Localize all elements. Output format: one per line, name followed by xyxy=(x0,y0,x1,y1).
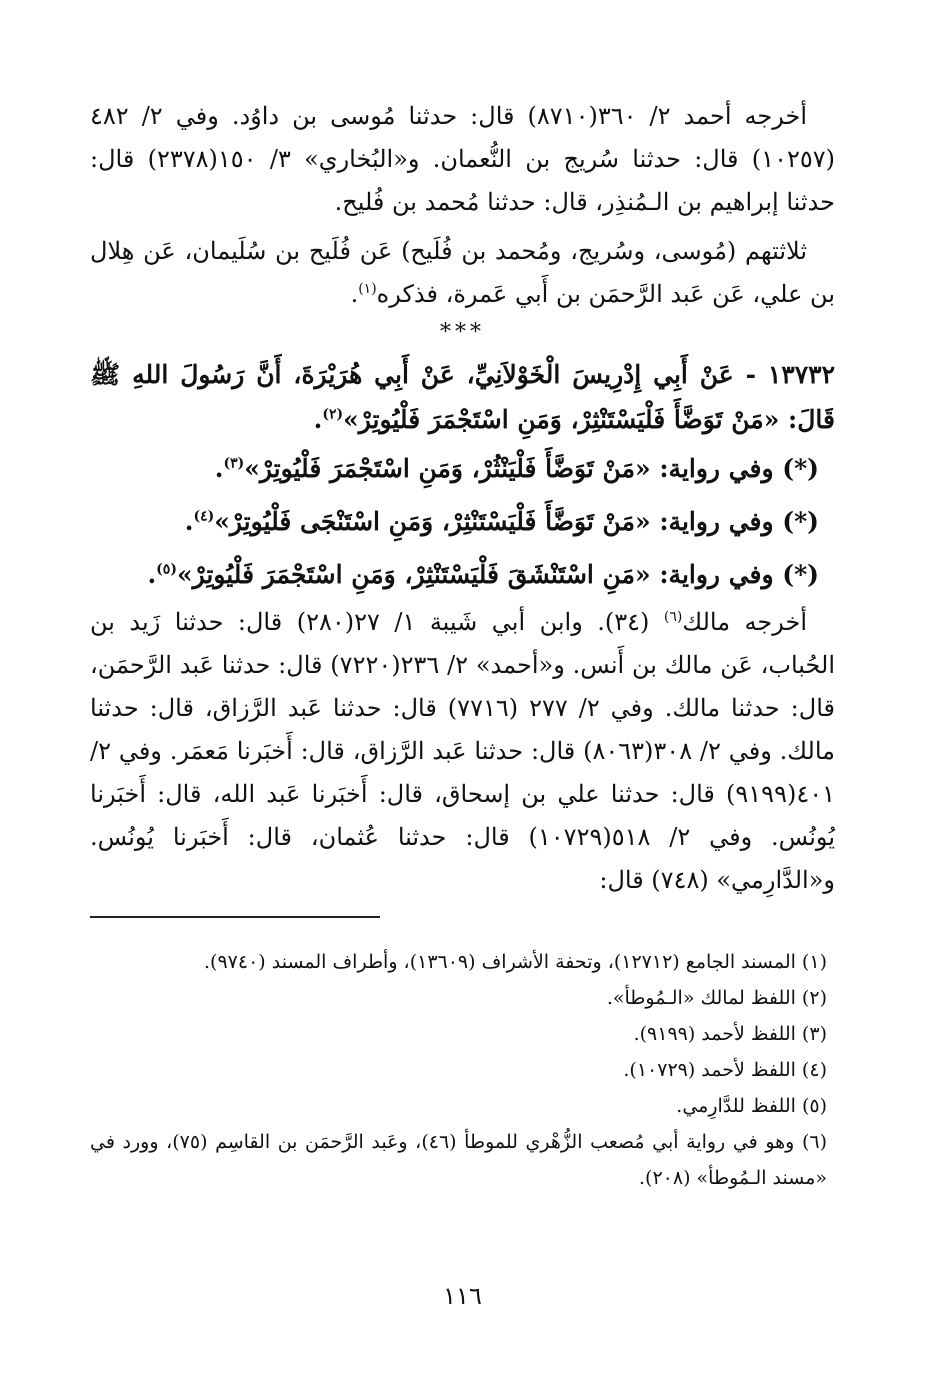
footnote-2: (٢) اللفظ لمالك «الـمُوطأ». xyxy=(606,987,827,1009)
footnote-ref-4: (٤) xyxy=(193,508,215,525)
hadith-body: ١٣٧٣٢ - عَنْ أَبِي إِدْرِيسَ الْخَوْلاَنِيِّ، عَنْ أَبِي هُرَيْرَةَ، أَنَّ رَسُولَ اللهِ ﷺ قَالَ: «مَنْ تَوَضَّأَ فَلْيَسْتَنْثِرْ، وَمَنِ اسْتَجْمَرَ فَلْيُوتِرْ» xyxy=(90,360,835,434)
takhrij-paragraph-2 xyxy=(90,230,835,316)
footnote-ref-2: (٢) xyxy=(322,406,344,423)
footnote-1: (١) المسند الجامع (١٢٧١٢)، وتحفة الأشراف (١٣٦٠٩)، وأطراف المسند (٩٧٤٠). xyxy=(204,951,827,973)
takhrij-text-2: ثلاثتهم (مُوسى، وسُريج، ومُحمد بن فُلَيح) عَن فُلَيح بن سُلَيمان، عَن هِلال بن علي، عَن عَبد الرَّحمَن بن أَبي عَمرة، فذكره xyxy=(90,237,835,308)
end-punct: . xyxy=(350,280,359,308)
section-separator: *** xyxy=(440,320,485,345)
variant-2: (*) وفي رواية: «مَنْ تَوَضَّأَ فَلْيَسْتَنْثِرْ، وَمَنِ اسْتَنْجَى فَلْيُوتِرْ»$^{(٤)}$. xyxy=(184,507,819,536)
footnote-ref-3: (٣) xyxy=(223,455,245,472)
footnote-ref-5: (٥) xyxy=(156,561,177,578)
footnote-divider xyxy=(90,916,380,918)
variant-3-text: «مَنِ اسْتَنْشَقَ فَلْيَسْتَنْثِرْ، وَمَنِ اسْتَجْمَرَ فَلْيُوتِرْ» xyxy=(176,560,651,589)
footnote-ref-6: (٦) xyxy=(663,609,683,625)
takhrij-3-part1: أخرجه مالك xyxy=(682,608,807,636)
footnote-3: (٣) اللفظ لأحمد (٩١٩٩). xyxy=(633,1023,827,1045)
variant-3-prefix: (*) وفي رواية: xyxy=(650,560,819,589)
takhrij-paragraph-1 xyxy=(90,95,835,224)
book-page xyxy=(90,95,835,1365)
takhrij-3-part2: (٣٤). وابن أبي شَيبة ١/ ٢٧(٢٨٠) قال: حدثنا زَيد بن الحُباب، عَن مالك بن أَنس. و«أحمد» ٢/ ٢٣٦(٧٢٢٠) قال: حدثنا عَبد الرَّحمَن، قال: حدثنا مالك. وفي ٢/ ٢٧٧ (٧٧١٦) قال: حدثنا عَبد الرَّزاق، قال: حدثنا مالك. وفي ٢/ ٣٠٨(٨٠٦٣) قال: حدثنا عَبد الرَّزاق، قال: أَخبَرنا مَعمَر. وفي ٢/ ٤٠١(٩١٩٩) قال: حدثنا علي بن إسحاق، قال: أَخبَرنا عَبد الله، قال: أَخبَرنا يُونُس. وفي ٢/ ٥١٨(١٠٧٢٩) قال: حدثنا عُثمان، قال: أَخبَرنا يُونُس. و«الدَّارِمي» (٧٤٨) قال: xyxy=(90,608,836,894)
footnote-divider-wrap xyxy=(90,916,835,918)
variant-2-text: «مَنْ تَوَضَّأَ فَلْيَسْتَنْثِرْ، وَمَنِ اسْتَنْجَى فَلْيُوتِرْ» xyxy=(214,507,651,536)
takhrij-text-1: أخرجه أحمد ٢/ ٣٦٠(٨٧١٠) قال: حدثنا مُوسى بن داوُد. وفي ٢/ ٤٨٢ (١٠٢٥٧) قال: حدثنا سُريج بن النُّعمان. و«البُخاري» ٣/ ١٥٠(٢٣٧٨) قال: حدثنا إبراهيم بن الـمُنذِر، قال: حدثنا مُحمد بن فُليح. xyxy=(90,102,835,216)
takhrij-paragraph-3 xyxy=(90,601,835,902)
variant-1-text: «مَنْ تَوَضَّأَ فَلْيَنْثُرْ، وَمَنِ اسْتَجْمَرَ فَلْيُوتِرْ» xyxy=(244,454,651,483)
hadith-text: ١٣٧٣٢ - عَنْ أَبِي إِدْرِيسَ الْخَوْلاَنِيِّ، عَنْ أَبِي هُرَيْرَةَ، أَنَّ رَسُولَ اللهِ ﷺ قَالَ: «مَنْ تَوَضَّأَ فَلْيَسْتَنْثِرْ، وَمَنِ اسْتَجْمَرَ فَلْيُوتِرْ»$^{(٢)}$. xyxy=(90,360,835,434)
footnote-6: (٦) وهو في رواية أبي مُصعب الزُّهْري للموطأ (٤٦)، وعَبد الرَّحمَن بن القاسِم (٧٥)، وورد في «مسند الـمُوطأ» (٢٠٨). xyxy=(90,1131,827,1189)
footnotes xyxy=(90,944,835,1196)
footnote-5: (٥) اللفظ للدَّارِمي. xyxy=(676,1095,827,1117)
variant-1-prefix: (*) وفي رواية: xyxy=(650,454,819,483)
footnote-4: (٤) اللفظ لأحمد (١٠٧٢٩). xyxy=(623,1059,827,1081)
variant-3: (*) وفي رواية: «مَنِ اسْتَنْشَقَ فَلْيَسْتَنْثِرْ، وَمَنِ اسْتَجْمَرَ فَلْيُوتِرْ»$^{(٥)}$. xyxy=(147,560,819,589)
page-number: ١١٦ xyxy=(443,1282,482,1310)
variant-2-prefix: (*) وفي رواية: xyxy=(650,507,819,536)
footnote-ref-1: (١) xyxy=(358,281,377,297)
variant-1: (*) وفي رواية: «مَنْ تَوَضَّأَ فَلْيَنْثُرْ، وَمَنِ اسْتَجْمَرَ فَلْيُوتِرْ»$^{(٣)}$. xyxy=(214,454,819,483)
